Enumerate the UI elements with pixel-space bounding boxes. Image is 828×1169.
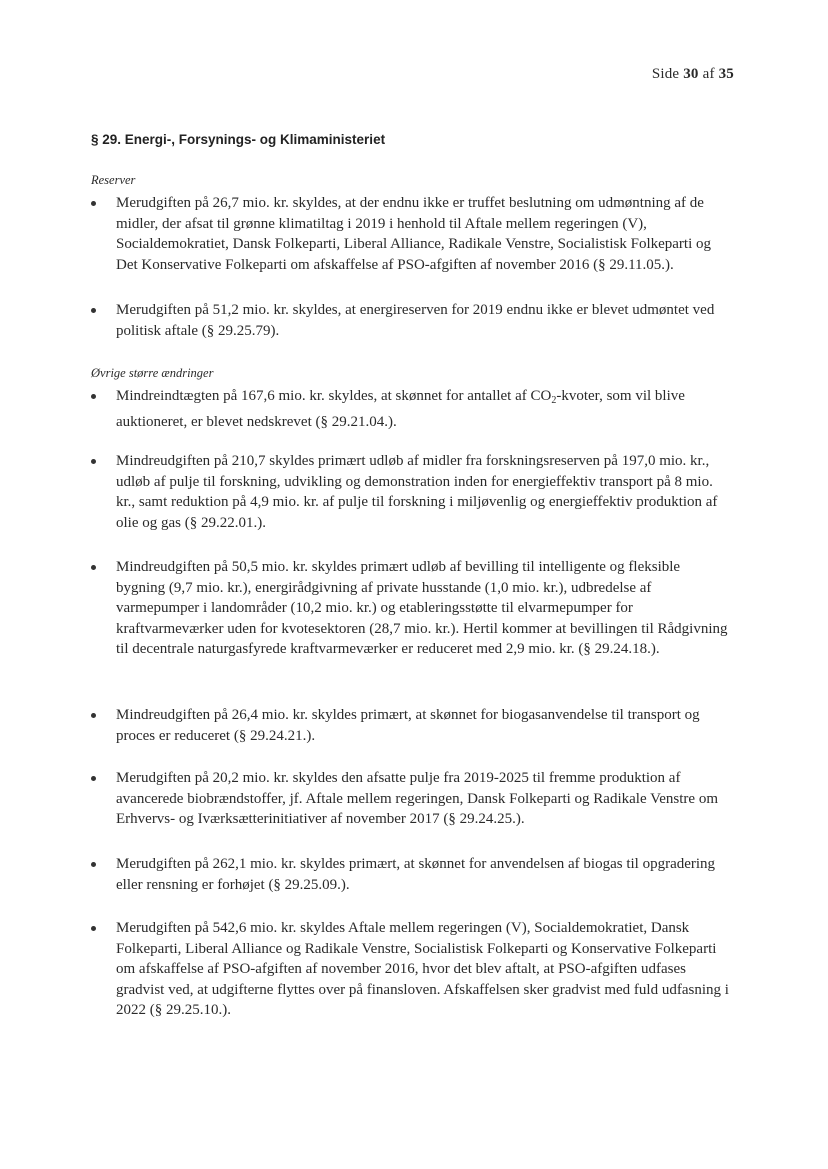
list-item bbox=[91, 193, 731, 275]
list-item-text: Mindreudgiften på 50,5 mio. kr. skyldes primært udløb af bevilling til intelligente og fleksible bygning (9,7 mio. kr.), energirådgivning af private husstande (1,0 mio. kr.), udbredelse af varmepumper i landområder (10,2 mio. kr.) og etableringsstøtte til elvarmepumper for kraftvarmeværker uden for kvotesektoren (28,7 mio. kr.). Hertil kommer at bevillingen til Rådgivning til decentrale naturgasfyrede kraftvarmeværker er reduceret med 2,9 mio. kr. (§ 29.24.18.). bbox=[116, 559, 728, 657]
page-current: 30 bbox=[683, 66, 699, 82]
list-item-text bbox=[116, 386, 731, 432]
list-item-text: Merudgiften på 20,2 mio. kr. skyldes den afsatte pulje fra 2019-2025 til fremme produktion af avancerede biobrændstoffer, jf. Aftale mellem regeringen, Dansk Folkeparti og Radikale Venstre om Erhvervs- og Iværksætterinitiativer af november 2017 (§ 29.24.25.). bbox=[116, 770, 718, 827]
list-item bbox=[91, 386, 731, 432]
list-item bbox=[91, 854, 731, 895]
list-item-text: Mindreudgiften på 26,4 mio. kr. skyldes primært, at skønnet for biogasanvendelse til transport og proces er reduceret (§ 29.24.21.). bbox=[116, 707, 700, 744]
list-item-text: Merudgiften på 26,7 mio. kr. skyldes, at der endnu ikke er truffet beslutning om udmøntning af de midler, der afsat til grønne klimatiltag i 2019 i henhold til Aftale mellem regeringen (V), Socialdemokratiet, Dansk Folkeparti, Liberal Alliance, Radikale Venstre, Socialistisk Folkeparti og Det Konservative Folkeparti om afskaffelse af PSO-afgiften af november 2016 (§ 29.11.05.). bbox=[116, 195, 712, 273]
list-item bbox=[91, 918, 731, 1021]
co2-text-after: -kvoter, som vil blive auktioneret, er blevet nedskrevet (§ 29.21.04.). bbox=[116, 388, 685, 430]
page-total: 35 bbox=[718, 66, 734, 82]
bullet-icon bbox=[91, 862, 96, 867]
co2-text-before: Mindreindtægten på 167,6 mio. kr. skyldes, at skønnet for antallet af CO bbox=[116, 388, 552, 404]
page-prefix: Side bbox=[651, 66, 684, 82]
list-item bbox=[91, 705, 731, 746]
list-item bbox=[91, 768, 731, 830]
subheading-reserver: Reserver bbox=[91, 173, 136, 187]
bullet-icon bbox=[91, 776, 96, 781]
co2-subscript: 2 bbox=[551, 395, 557, 406]
list-item-text: Mindreudgiften på 210,7 skyldes primært udløb af midler fra forskningsreserven på 197,0 mio. kr., udløb af pulje til forskning, udvikling og demonstration inden for energieffektiv transport på 8 mio. kr., samt reduktion på 4,9 mio. kr. af pulje til forskning i miljøvenlig og energieffektiv produktion af olie og gas (§ 29.22.01.). bbox=[116, 453, 718, 531]
section-title: § 29. Energi-, Forsynings- og Klimaministeriet bbox=[91, 132, 386, 147]
bullet-icon bbox=[91, 201, 96, 206]
bullet-icon bbox=[91, 394, 96, 399]
list-item-text: Merudgiften på 51,2 mio. kr. skyldes, at energireserven for 2019 endnu ikke er blevet udmøntet ved politisk aftale (§ 29.25.79). bbox=[116, 302, 715, 339]
page-number bbox=[652, 66, 734, 83]
list-item bbox=[91, 451, 731, 533]
list-item-text: Merudgiften på 262,1 mio. kr. skyldes primært, at skønnet for anvendelsen af biogas til opgradering eller rensning er forhøjet (§ 29.25.09.). bbox=[116, 856, 716, 893]
subheading-oevrige: Øvrige større ændringer bbox=[91, 366, 214, 380]
list-item bbox=[91, 300, 731, 341]
list-item bbox=[91, 557, 731, 660]
list-item-text: Merudgiften på 542,6 mio. kr. skyldes Aftale mellem regeringen (V), Socialdemokratiet, Dansk Folkeparti, Liberal Alliance og Radikale Venstre, Socialistisk Folkeparti og Konservative Folkeparti om afskaffelse af PSO-afgiften af november 2016, hvor det blev aftalt, at PSO-afgiften udfases gradvist ved, at udgifterne flyttes over på finansloven. Afskaffelsen sker gradvist med fuld udfasning i 2022 (§ 29.25.10.). bbox=[116, 920, 729, 1018]
bullet-icon bbox=[91, 459, 96, 464]
page-separator: af bbox=[698, 66, 719, 82]
bullet-icon bbox=[91, 713, 96, 718]
bullet-icon bbox=[91, 308, 96, 313]
bullet-icon bbox=[91, 926, 96, 931]
bullet-icon bbox=[91, 565, 96, 570]
